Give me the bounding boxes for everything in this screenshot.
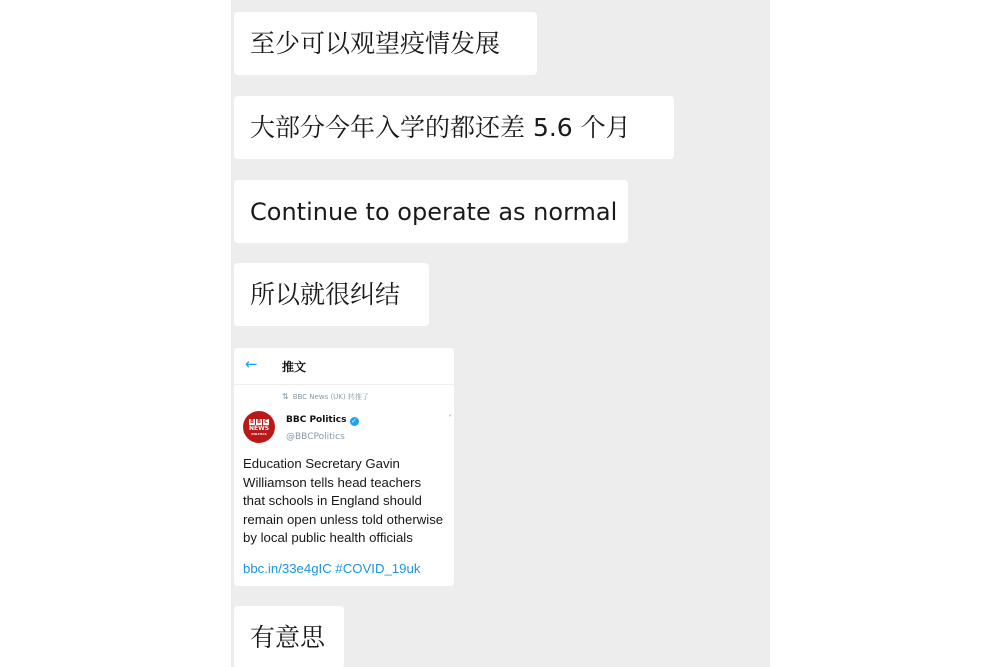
message-text: Continue to operate as normal [250,197,618,226]
message-bubble[interactable] [234,263,429,326]
tweet-header [234,348,454,385]
tweet-link: bbc.in/33e4gIC #COVID_19uk [243,561,421,576]
chat-column [231,0,770,667]
message-text: 所以就很纠结 [250,280,401,309]
message-bubble[interactable] [234,12,537,75]
tweet-header-title: 推文 [282,360,307,374]
tweet-body: Education Secretary Gavin Williamson tells head teachers that schools in England should remain open unless told otherwise by local public health officials [243,456,444,545]
retweet-icon: ⇅ [282,392,289,401]
message-bubble[interactable] [234,96,674,159]
verified-badge-icon: ✓ [351,417,357,425]
tweet-screenshot-message[interactable] [234,348,454,586]
author-handle: @BBCPolitics [286,432,345,442]
retweet-indicator [282,392,369,402]
chevron-down-icon: ˅ [448,414,452,423]
retweet-text: BBC News (UK) 转推了 [292,393,369,401]
author-name: BBC Politics ✓ [286,415,357,425]
message-text: 有意思 [250,623,326,652]
bbc-logo: B B C [250,419,268,425]
arrow-left-icon: ← [245,355,258,373]
message-text: 大部分今年入学的都还差 5.6 个月 [250,113,631,142]
avatar: B B C NEWS POLITICS [243,411,275,443]
message-text: 至少可以观望疫情发展 [250,29,501,58]
message-bubble[interactable] [234,606,344,667]
message-bubble[interactable] [234,180,628,243]
